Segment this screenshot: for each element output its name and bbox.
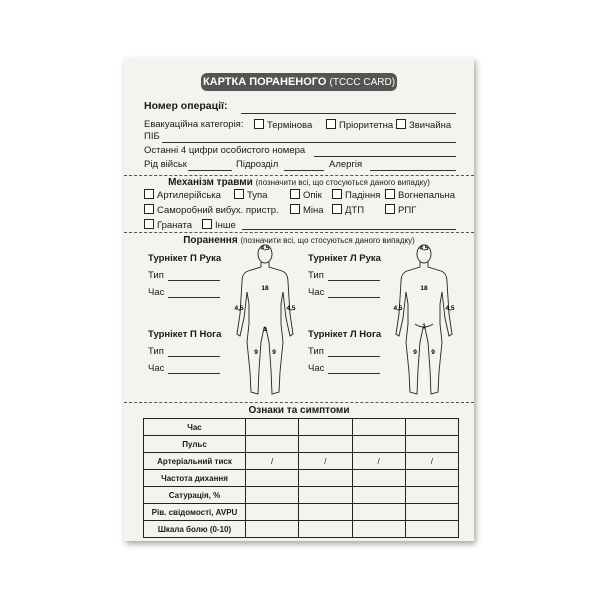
vital-cell[interactable] [299, 436, 352, 453]
mechanism-header [124, 177, 474, 188]
checkbox[interactable] [144, 219, 154, 229]
bp-cell[interactable]: / [299, 453, 352, 470]
bp-cell[interactable]: / [352, 453, 405, 470]
unit-label: Підрозділ [236, 159, 279, 170]
allergy-label: Алергія [329, 159, 363, 170]
vital-cell[interactable] [405, 487, 458, 504]
tq-rl-type-label: Тип [148, 346, 164, 357]
tq-ra-time-line[interactable] [168, 297, 220, 298]
table-row [144, 521, 459, 538]
body-front-figure[interactable] [230, 242, 300, 402]
vital-label: Шкала болю (0-10) [144, 521, 246, 538]
vitals-title: Ознаки та симптоми [248, 405, 350, 416]
vital-cell[interactable] [299, 487, 352, 504]
mech-mine[interactable] [290, 204, 324, 216]
tourniquet-left-arm-title: Турнікет Л Рука [308, 253, 381, 264]
vital-cell[interactable] [352, 419, 405, 436]
mech-label: Опік [303, 190, 322, 201]
vital-cell[interactable] [352, 521, 405, 538]
bp-cell[interactable]: / [246, 453, 299, 470]
checkbox[interactable] [332, 204, 342, 214]
table-row [144, 487, 459, 504]
checkbox[interactable] [332, 189, 342, 199]
mech-label: Інше [215, 220, 236, 231]
mech-grenade[interactable] [144, 219, 192, 231]
vital-label: Артеріальний тиск [144, 453, 246, 470]
section-divider [124, 402, 474, 403]
vital-cell[interactable] [405, 419, 458, 436]
checkbox[interactable] [396, 119, 406, 129]
injuries-note: (позначити всі, що стосуються даного випадку) [240, 236, 415, 245]
checkbox[interactable] [385, 204, 395, 214]
left-leg-number: 9 [272, 349, 276, 356]
tq-ll-time-label: Час [308, 363, 325, 374]
mechanism-note: (позначити всі, що стосуються даного випадку) [255, 178, 430, 187]
back-left-arm-number: 4,5 [393, 305, 403, 312]
vital-cell[interactable] [246, 470, 299, 487]
checkbox[interactable] [234, 189, 244, 199]
head-number: 4,5 [260, 245, 270, 252]
vital-label: Частота дихання [144, 470, 246, 487]
vital-label: Рів. свідомості, AVPU [144, 504, 246, 521]
vital-cell[interactable] [352, 487, 405, 504]
mech-label: Тупа [247, 190, 268, 201]
mech-mva[interactable] [332, 204, 364, 216]
table-row [144, 453, 459, 470]
tq-ra-type-line[interactable] [168, 280, 220, 281]
mech-label: Саморобний вибух. пристр. [157, 205, 279, 216]
mech-fall[interactable] [332, 189, 380, 201]
tq-la-type-label: Тип [308, 270, 324, 281]
vital-cell[interactable] [352, 470, 405, 487]
mechanism-title: Механізм травми [168, 177, 253, 188]
vital-cell[interactable] [299, 470, 352, 487]
mech-label: РПГ [398, 205, 417, 216]
vital-label: Сатурація, % [144, 487, 246, 504]
mech-label: ДТП [345, 205, 365, 216]
evac-label: Евакуаційна категорія: [144, 119, 244, 130]
tq-ra-type-label: Тип [148, 270, 164, 281]
table-row [144, 419, 459, 436]
back-groin-number: 1 [422, 323, 426, 330]
tq-rl-time-line[interactable] [168, 373, 220, 374]
tq-la-time-label: Час [308, 287, 325, 298]
vital-label: Пульс [144, 436, 246, 453]
unit-line[interactable] [284, 170, 324, 171]
id-line[interactable] [314, 156, 456, 157]
checkbox[interactable] [326, 119, 336, 129]
mech-burn[interactable] [290, 189, 322, 201]
table-row [144, 504, 459, 521]
mech-other[interactable] [202, 219, 236, 231]
evac-option-urgent[interactable] [254, 119, 312, 131]
tourniquet-left-leg-title: Турнікет Л Нога [308, 329, 382, 340]
body-back-figure[interactable] [389, 242, 459, 402]
groin-number: 1 [263, 326, 267, 333]
tq-rl-type-line[interactable] [168, 356, 220, 357]
branch-line[interactable] [188, 170, 232, 171]
mech-label: Падіння [345, 190, 381, 201]
operation-label: Номер операції: [144, 100, 228, 112]
evac-option-label: Термінова [267, 120, 313, 131]
checkbox[interactable] [144, 204, 154, 214]
vital-cell[interactable] [246, 487, 299, 504]
checkbox[interactable] [385, 189, 395, 199]
tourniquet-right-arm-title: Турнікет П Рука [148, 253, 222, 264]
checkbox[interactable] [290, 204, 300, 214]
mech-label: Вогнепальна [398, 190, 456, 201]
injuries-title: Поранення [183, 235, 238, 246]
mech-label: Міна [303, 205, 324, 216]
id-label: Останні 4 цифри особистого номера [144, 145, 306, 156]
mech-blunt[interactable] [234, 189, 267, 201]
tq-ll-type-line[interactable] [328, 356, 380, 357]
vital-cell[interactable] [299, 504, 352, 521]
left-arm-number: 4,5 [286, 305, 296, 312]
vital-cell[interactable] [246, 419, 299, 436]
tq-ll-type-label: Тип [308, 346, 324, 357]
card-title-text: КАРТКА ПОРАНЕНОГО [202, 76, 327, 88]
evac-option-label: Пріоритетна [339, 120, 394, 131]
bp-cell[interactable]: / [405, 453, 458, 470]
tq-ra-time-label: Час [148, 287, 165, 298]
vital-cell[interactable] [299, 521, 352, 538]
mech-ied[interactable] [144, 204, 279, 216]
torso-number: 18 [261, 285, 269, 292]
name-line[interactable] [162, 142, 456, 143]
back-right-arm-number: 4,5 [445, 305, 455, 312]
vital-cell[interactable] [352, 504, 405, 521]
tourniquet-right-leg-title: Турнікет П Нога [148, 329, 222, 340]
evac-option-routine[interactable] [396, 119, 451, 131]
allergy-line[interactable] [370, 170, 456, 171]
back-head-number: 4,5 [419, 245, 429, 252]
branch-label: Рід військ [144, 159, 187, 170]
card-title-subtitle: (TCCC CARD) [329, 77, 396, 88]
vital-cell[interactable] [352, 436, 405, 453]
right-leg-number: 9 [254, 349, 258, 356]
vital-label: Час [144, 419, 246, 436]
mech-artillery[interactable] [144, 189, 221, 201]
vital-cell[interactable] [246, 521, 299, 538]
vital-cell[interactable] [299, 419, 352, 436]
tq-rl-time-label: Час [148, 363, 165, 374]
mech-label: Граната [157, 220, 193, 231]
back-left-leg-number: 9 [413, 349, 417, 356]
mech-gunshot[interactable] [385, 189, 455, 201]
table-row [144, 436, 459, 453]
checkbox[interactable] [254, 119, 264, 129]
back-right-leg-number: 9 [431, 349, 435, 356]
checkbox[interactable] [144, 189, 154, 199]
vital-cell[interactable] [405, 521, 458, 538]
operation-line[interactable] [241, 113, 456, 114]
vital-cell[interactable] [405, 504, 458, 521]
vital-cell[interactable] [405, 470, 458, 487]
tccc-card [124, 58, 474, 541]
tq-ll-time-line[interactable] [328, 373, 380, 374]
card-title [201, 73, 397, 91]
section-divider [124, 232, 474, 233]
checkbox[interactable] [202, 219, 212, 229]
mech-other-line[interactable] [242, 229, 456, 230]
vitals-table [143, 418, 459, 538]
vital-cell[interactable] [405, 436, 458, 453]
back-torso-number: 18 [420, 285, 428, 292]
vital-cell[interactable] [246, 436, 299, 453]
table-row [144, 470, 459, 487]
mech-rpg[interactable] [385, 204, 416, 216]
name-label: ПІБ [144, 131, 160, 142]
tq-la-time-line[interactable] [328, 297, 380, 298]
evac-option-priority[interactable] [326, 119, 393, 131]
tq-la-type-line[interactable] [328, 280, 380, 281]
section-divider [124, 175, 474, 176]
right-arm-number: 4,5 [234, 305, 244, 312]
evac-option-label: Звичайна [409, 120, 452, 131]
vital-cell[interactable] [246, 504, 299, 521]
checkbox[interactable] [290, 189, 300, 199]
mech-label: Артилерійська [157, 190, 221, 201]
